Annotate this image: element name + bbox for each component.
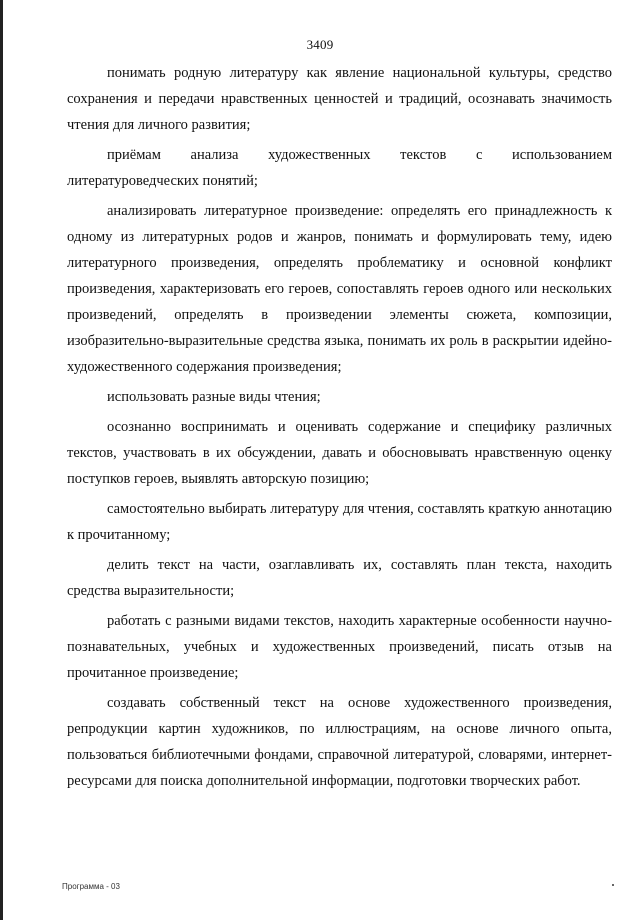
body-text — [67, 60, 612, 798]
paragraph: использовать разные виды чтения; — [107, 389, 321, 405]
paragraph: самостоятельно выбирать литературу для чтения, составлять краткую аннотацию к прочитанному; — [67, 501, 612, 543]
page-number: 3409 — [306, 37, 334, 52]
paragraph: анализировать литературное произведение: определять его принадлежность к одному из литературных родов и жанров, понимать и формулировать тему, идею литературного произведения, определять проблематику и основной конфликт произведения, характеризовать его героев, сопоставлять героев одного или нескольких произведений, определять в произведении элементы сюжета, композиции, изобразительно-выразительные средства языка, понимать их роль в раскрытии идейно-художественного содержания произведения; — [67, 203, 612, 375]
paragraph: создавать собственный текст на основе художественного произведения, репродукции картин художников, по иллюстрациям, на основе личного опыта, пользоваться библиотечными фондами, справочной литературой, словарями, интернет-ресурсами для поиска дополнительной информации, подготовки творческих работ. — [67, 695, 612, 789]
scan-left-edge — [0, 0, 3, 920]
paragraph: понимать родную литературу как явление национальной культуры, средство сохранения и передачи нравственных ценностей и традиций, осознавать значимость чтения для личного развития; — [67, 65, 612, 133]
scan-dot — [612, 884, 614, 886]
paragraph: осознанно воспринимать и оценивать содержание и специфику различных текстов, участвовать в их обсуждении, давать и обосновывать нравственную оценку поступков героев, выявлять авторскую позицию; — [67, 419, 612, 487]
paragraph: делить текст на части, озаглавливать их, составлять план текста, находить средства выразительности; — [67, 557, 612, 599]
paragraph: приёмам анализа художественных текстов с использованием литературоведческих понятий; — [67, 147, 612, 189]
paragraph: работать с разными видами текстов, находить характерные особенности научно-познавательных, учебных и художественных произведений, писать отзыв на прочитанное произведение; — [67, 613, 612, 681]
footer-label: Программа - 03 — [62, 882, 120, 891]
